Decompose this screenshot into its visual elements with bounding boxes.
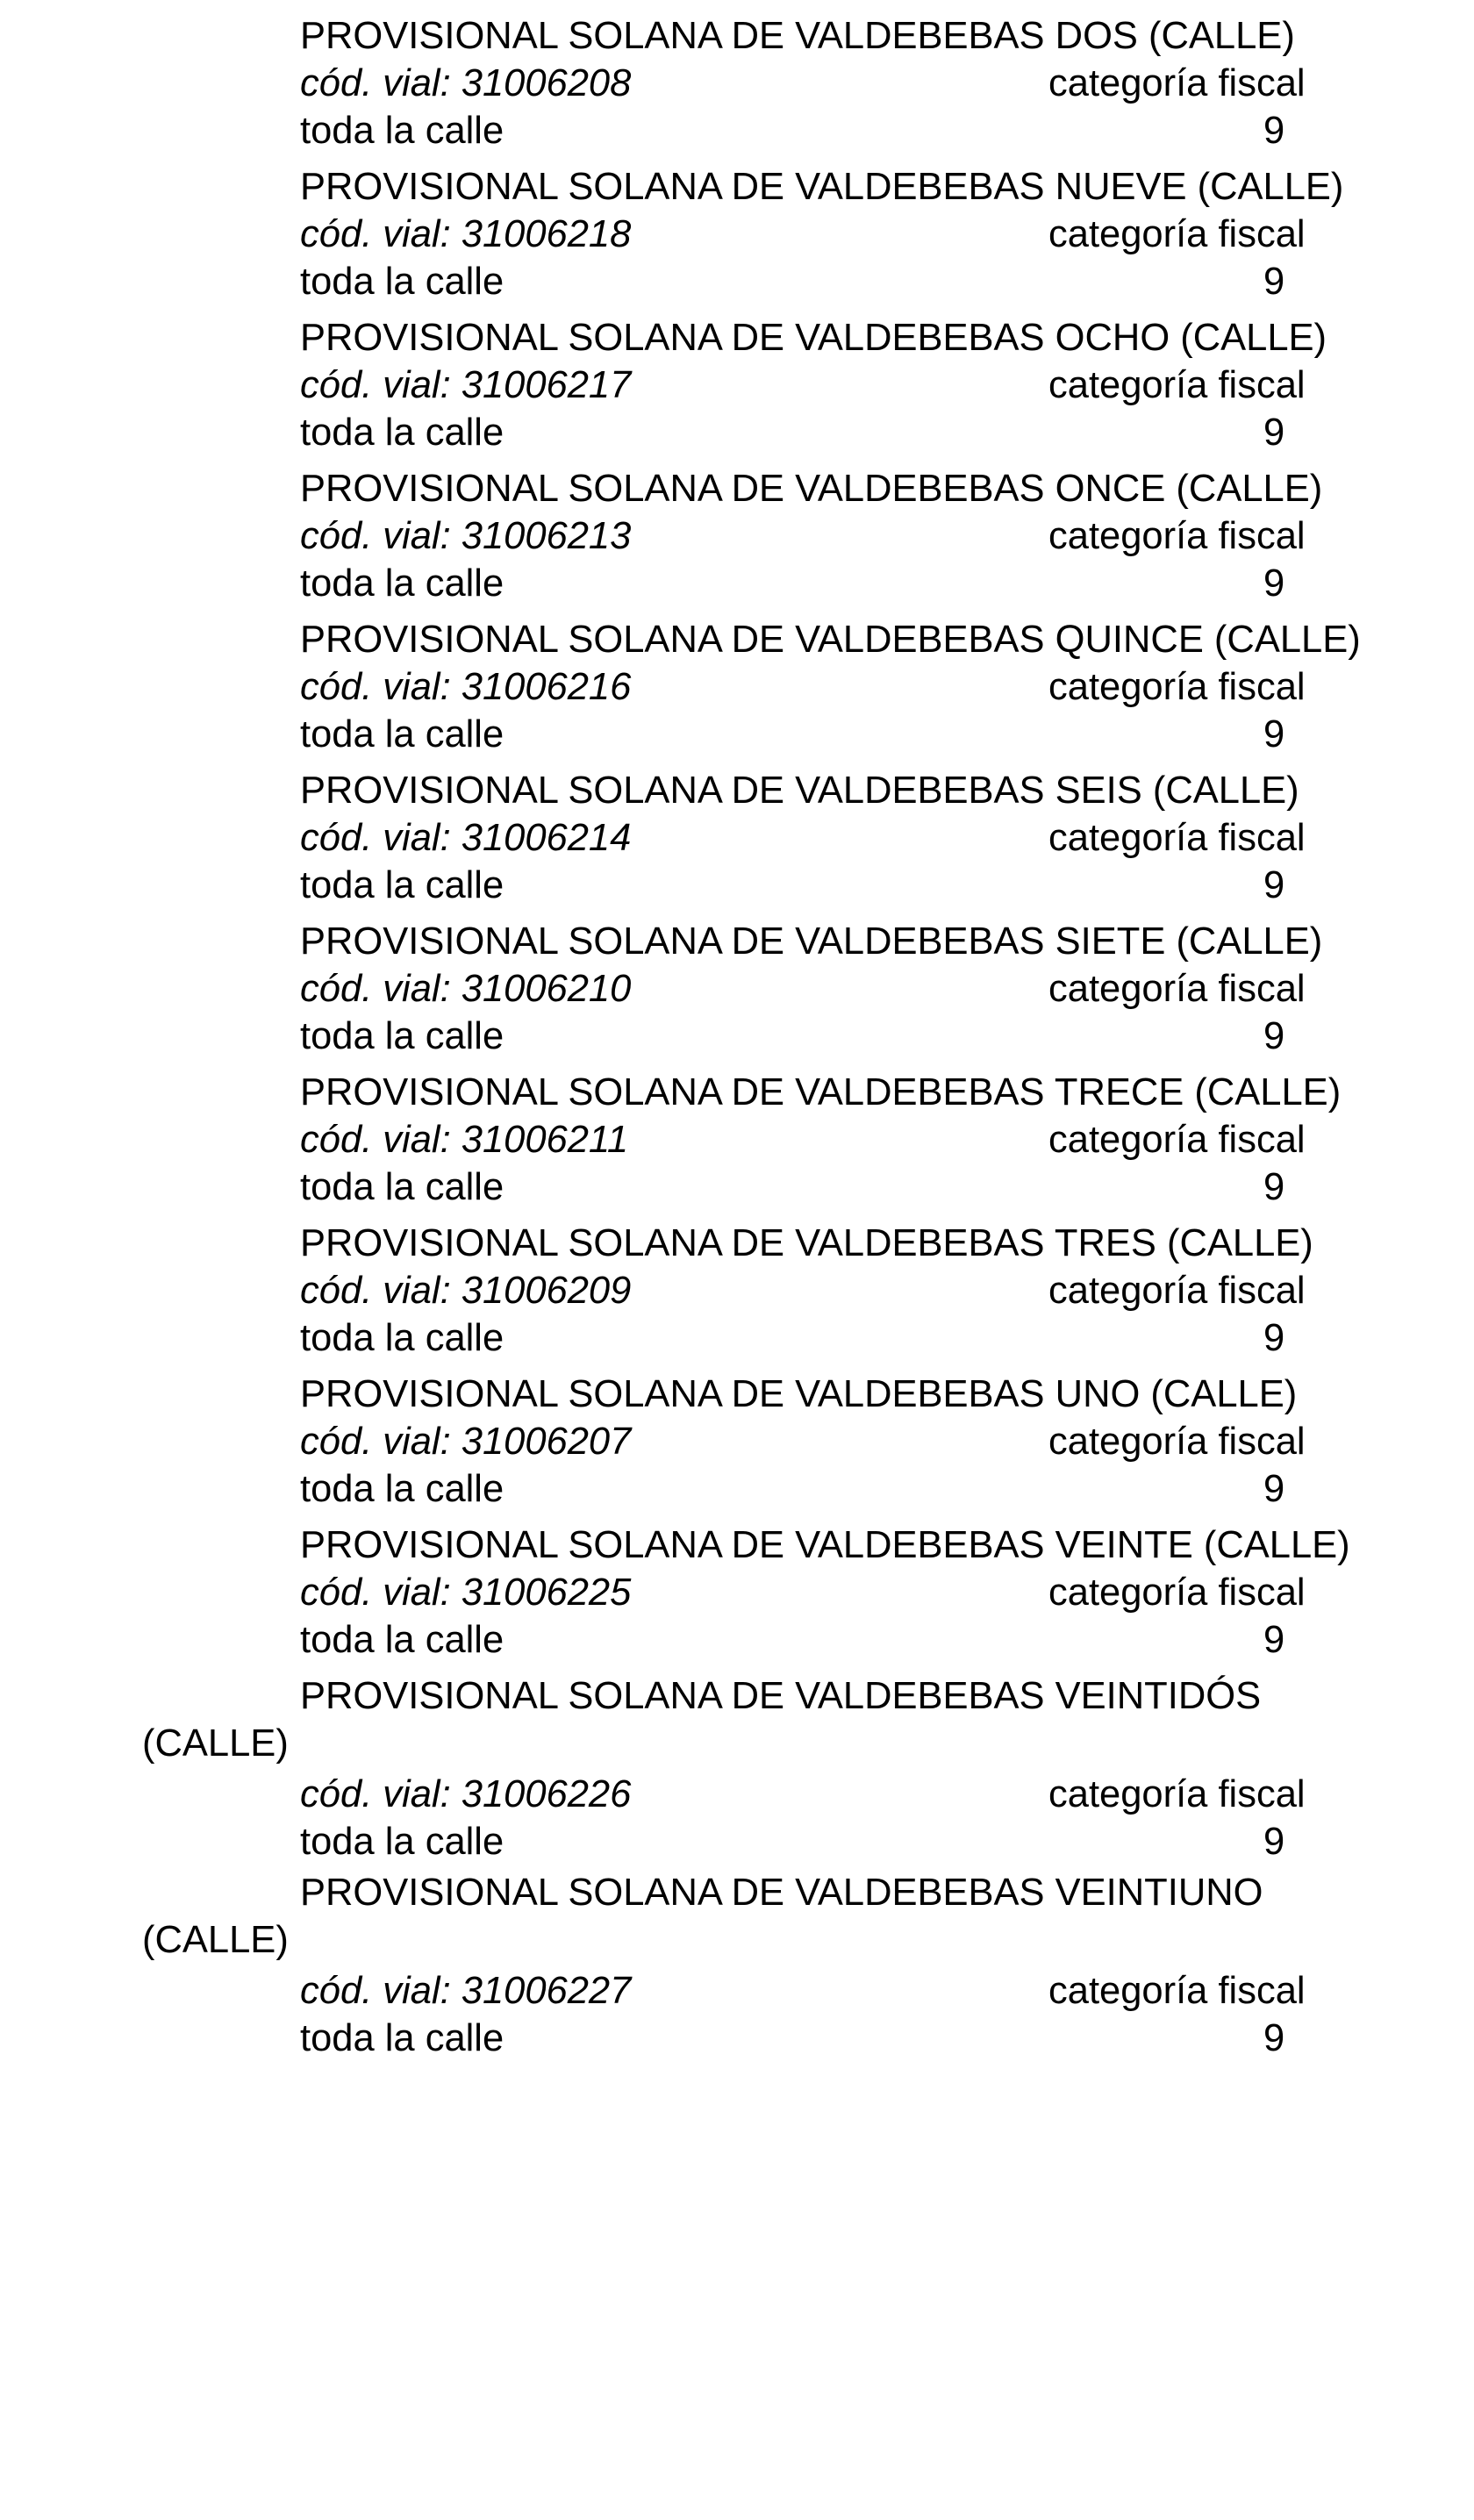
category-value: 9 <box>1263 1468 1285 1510</box>
street-code: cód. vial: 31006211 <box>300 1119 629 1161</box>
category-value: 9 <box>1263 562 1285 605</box>
street-code: cód. vial: 31006227 <box>300 1970 632 2012</box>
street-scope: toda la calle <box>300 412 504 454</box>
category-value: 9 <box>1263 1821 1285 1863</box>
street-code: cód. vial: 31006226 <box>300 1773 632 1815</box>
category-label: categoría fiscal <box>1048 62 1306 104</box>
street-name: PROVISIONAL SOLANA DE VALDEBEBAS SEIS (CALLE) <box>300 770 1299 812</box>
category-value: 9 <box>1263 2017 1285 2059</box>
street-name: PROVISIONAL SOLANA DE VALDEBEBAS QUINCE (CALLE) <box>300 619 1361 661</box>
street-code: cód. vial: 31006214 <box>300 817 632 859</box>
street-name-continuation: (CALLE) <box>142 1722 289 1765</box>
street-code: cód. vial: 31006216 <box>300 666 632 708</box>
street-code: cód. vial: 31006217 <box>300 364 632 406</box>
category-value: 9 <box>1263 1015 1285 1057</box>
street-name: PROVISIONAL SOLANA DE VALDEBEBAS ONCE (CALLE) <box>300 468 1323 510</box>
category-label: categoría fiscal <box>1048 1571 1306 1614</box>
street-name: PROVISIONAL SOLANA DE VALDEBEBAS SIETE (CALLE) <box>300 920 1323 963</box>
category-label: categoría fiscal <box>1048 1119 1306 1161</box>
street-code: cód. vial: 31006225 <box>300 1571 632 1614</box>
street-scope: toda la calle <box>300 1619 504 1661</box>
street-code: cód. vial: 31006218 <box>300 213 632 255</box>
street-name: PROVISIONAL SOLANA DE VALDEBEBAS OCHO (CALLE) <box>300 317 1327 359</box>
category-label: categoría fiscal <box>1048 666 1306 708</box>
street-scope: toda la calle <box>300 1015 504 1057</box>
street-scope: toda la calle <box>300 1821 504 1863</box>
street-name: PROVISIONAL SOLANA DE VALDEBEBAS DOS (CALLE) <box>300 15 1295 57</box>
street-name: PROVISIONAL SOLANA DE VALDEBEBAS NUEVE (CALLE) <box>300 166 1344 208</box>
street-name: PROVISIONAL SOLANA DE VALDEBEBAS TRES (CALLE) <box>300 1222 1313 1264</box>
street-scope: toda la calle <box>300 2017 504 2059</box>
street-scope: toda la calle <box>300 713 504 755</box>
category-value: 9 <box>1263 110 1285 152</box>
category-label: categoría fiscal <box>1048 817 1306 859</box>
street-code: cód. vial: 31006210 <box>300 968 632 1010</box>
category-value: 9 <box>1263 261 1285 303</box>
street-name: PROVISIONAL SOLANA DE VALDEBEBAS VEINTE (CALLE) <box>300 1524 1350 1566</box>
category-label: categoría fiscal <box>1048 1773 1306 1815</box>
category-label: categoría fiscal <box>1048 515 1306 557</box>
category-label: categoría fiscal <box>1048 968 1306 1010</box>
category-label: categoría fiscal <box>1048 1421 1306 1463</box>
street-code: cód. vial: 31006207 <box>300 1421 632 1463</box>
category-label: categoría fiscal <box>1048 1270 1306 1312</box>
category-value: 9 <box>1263 412 1285 454</box>
category-value: 9 <box>1263 864 1285 906</box>
category-value: 9 <box>1263 1619 1285 1661</box>
street-code: cód. vial: 31006208 <box>300 62 632 104</box>
street-code: cód. vial: 31006209 <box>300 1270 632 1312</box>
category-value: 9 <box>1263 1317 1285 1359</box>
street-name: PROVISIONAL SOLANA DE VALDEBEBAS VEINTIUNO <box>300 1872 1263 1914</box>
street-scope: toda la calle <box>300 261 504 303</box>
category-label: categoría fiscal <box>1048 1970 1306 2012</box>
category-label: categoría fiscal <box>1048 364 1306 406</box>
street-scope: toda la calle <box>300 864 504 906</box>
street-scope: toda la calle <box>300 1468 504 1510</box>
category-value: 9 <box>1263 1166 1285 1208</box>
street-scope: toda la calle <box>300 562 504 605</box>
street-scope: toda la calle <box>300 110 504 152</box>
street-name: PROVISIONAL SOLANA DE VALDEBEBAS TRECE (CALLE) <box>300 1071 1342 1113</box>
category-label: categoría fiscal <box>1048 213 1306 255</box>
street-code: cód. vial: 31006213 <box>300 515 632 557</box>
street-name: PROVISIONAL SOLANA DE VALDEBEBAS VEINTIDÓS <box>300 1675 1262 1717</box>
street-scope: toda la calle <box>300 1317 504 1359</box>
street-name: PROVISIONAL SOLANA DE VALDEBEBAS UNO (CALLE) <box>300 1373 1298 1415</box>
street-name-continuation: (CALLE) <box>142 1919 289 1961</box>
category-value: 9 <box>1263 713 1285 755</box>
street-scope: toda la calle <box>300 1166 504 1208</box>
